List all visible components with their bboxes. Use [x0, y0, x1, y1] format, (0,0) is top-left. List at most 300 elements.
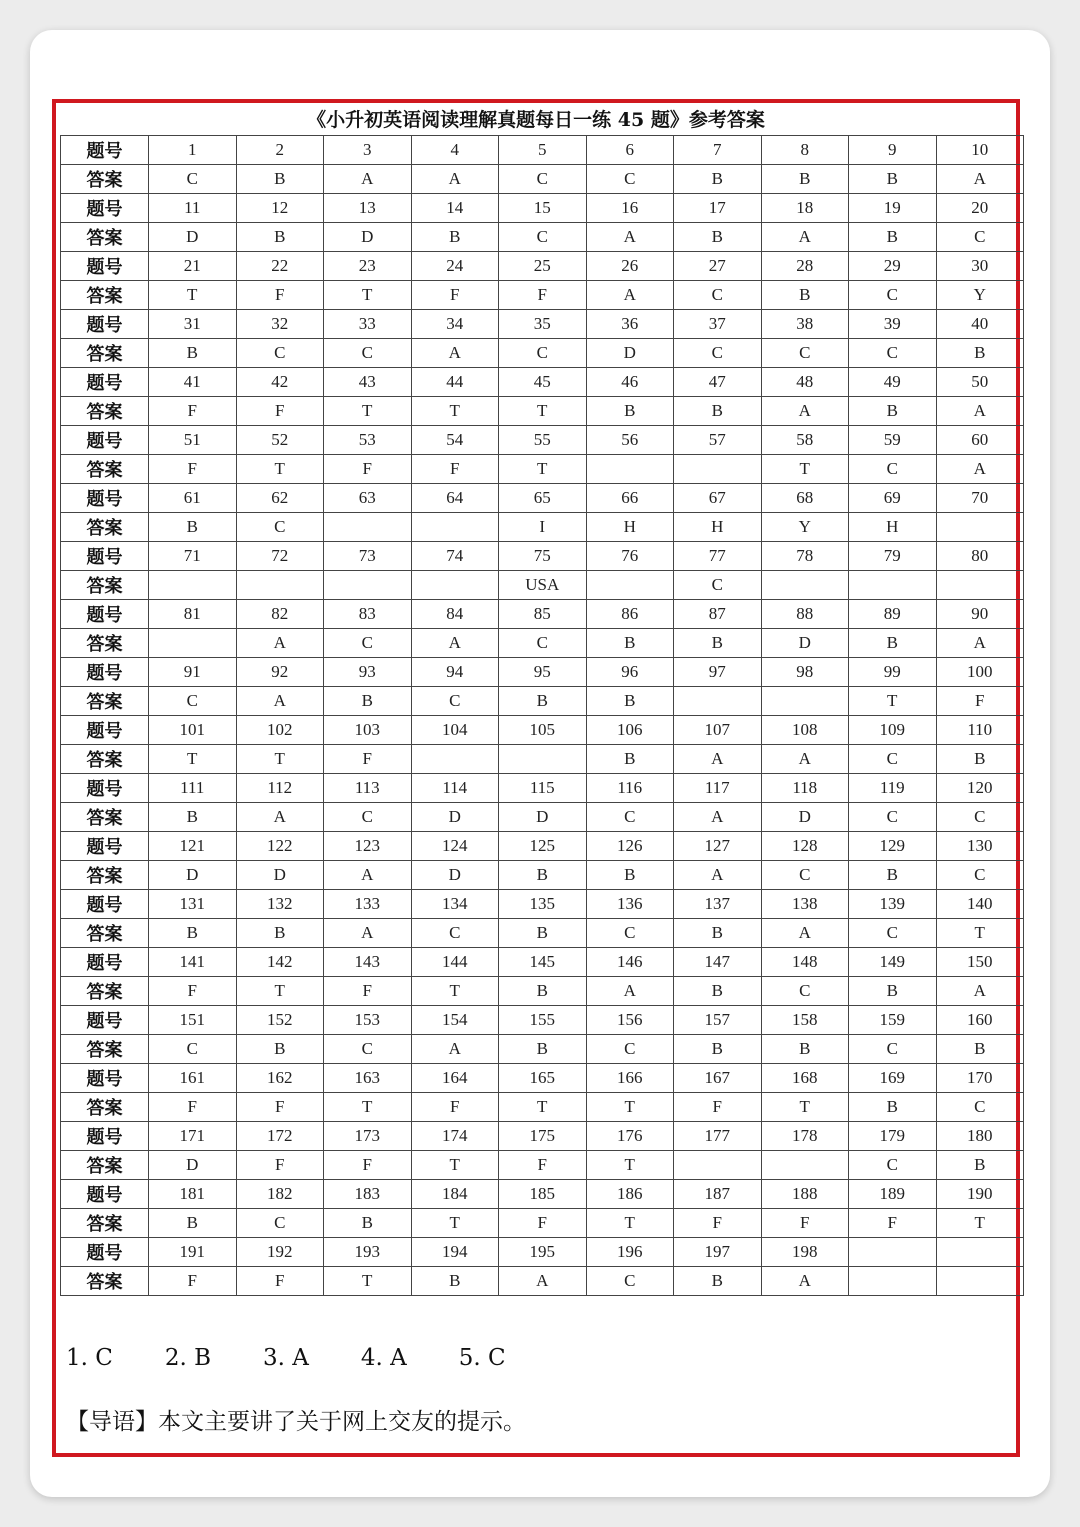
answer-cell: C: [849, 281, 937, 310]
question-number-cell: 9: [849, 136, 937, 165]
answer-row: [61, 339, 1024, 368]
question-number-cell: 25: [499, 252, 587, 281]
question-number-cell: 146: [586, 948, 674, 977]
question-number-cell: 120: [936, 774, 1024, 803]
question-number-cell: 7: [674, 136, 762, 165]
question-number-cell: 133: [324, 890, 412, 919]
answer-cell: F: [236, 1151, 324, 1180]
question-number-cell: 78: [761, 542, 849, 571]
question-number-cell: 149: [849, 948, 937, 977]
answer-cell: F: [499, 281, 587, 310]
question-number-cell: 100: [936, 658, 1024, 687]
question-number-cell: 33: [324, 310, 412, 339]
answer-cell: D: [149, 861, 237, 890]
answer-cell: [674, 455, 762, 484]
answer-cell: A: [236, 629, 324, 658]
question-number-row: [61, 136, 1024, 165]
answer-cell: [324, 571, 412, 600]
answer-cell: C: [761, 977, 849, 1006]
answer-cell: T: [849, 687, 937, 716]
row-label: 题号: [61, 890, 149, 919]
answer-cell: D: [411, 861, 499, 890]
answer-cell: [849, 571, 937, 600]
answer-cell: B: [499, 977, 587, 1006]
question-number-cell: 16: [586, 194, 674, 223]
answer-cell: H: [674, 513, 762, 542]
question-number-cell: 31: [149, 310, 237, 339]
row-label: 答案: [61, 861, 149, 890]
answer-cell: F: [411, 281, 499, 310]
question-number-cell: 35: [499, 310, 587, 339]
question-number-cell: 197: [674, 1238, 762, 1267]
answer-cell: H: [586, 513, 674, 542]
question-number-cell: 64: [411, 484, 499, 513]
question-number-cell: 101: [149, 716, 237, 745]
answer-cell: F: [761, 1209, 849, 1238]
question-number-cell: 137: [674, 890, 762, 919]
answer-cell: C: [936, 223, 1024, 252]
row-label: 答案: [61, 1267, 149, 1296]
question-number-cell: 29: [849, 252, 937, 281]
answer-cell: C: [499, 165, 587, 194]
answer-cell: T: [586, 1093, 674, 1122]
row-label: 题号: [61, 1122, 149, 1151]
answer-cell: D: [586, 339, 674, 368]
question-number-cell: 90: [936, 600, 1024, 629]
answer-cell: T: [411, 1209, 499, 1238]
row-label: 题号: [61, 832, 149, 861]
answer-cell: C: [499, 339, 587, 368]
answer-cell: B: [499, 861, 587, 890]
row-label: 答案: [61, 339, 149, 368]
question-number-cell: 131: [149, 890, 237, 919]
question-number-cell: 72: [236, 542, 324, 571]
question-number-row: [61, 948, 1024, 977]
answer-cell: D: [761, 803, 849, 832]
answer-cell: D: [324, 223, 412, 252]
question-number-cell: 11: [149, 194, 237, 223]
answer-row: [61, 1267, 1024, 1296]
question-number-cell: 136: [586, 890, 674, 919]
question-number-cell: 76: [586, 542, 674, 571]
question-number-cell: 97: [674, 658, 762, 687]
row-label: 题号: [61, 1006, 149, 1035]
question-number-cell: 178: [761, 1122, 849, 1151]
question-number-cell: 48: [761, 368, 849, 397]
row-label: 答案: [61, 397, 149, 426]
question-number-cell: 92: [236, 658, 324, 687]
question-number-cell: 160: [936, 1006, 1024, 1035]
question-number-cell: 95: [499, 658, 587, 687]
row-label: 题号: [61, 658, 149, 687]
answer-row: [61, 919, 1024, 948]
answer-cell: C: [674, 339, 762, 368]
answer-cell: C: [849, 745, 937, 774]
question-number-cell: 166: [586, 1064, 674, 1093]
question-number-row: [61, 774, 1024, 803]
row-label: 答案: [61, 165, 149, 194]
row-label: 答案: [61, 1209, 149, 1238]
question-number-row: [61, 716, 1024, 745]
answer-cell: F: [149, 1093, 237, 1122]
answer-cell: [761, 571, 849, 600]
question-number-cell: 103: [324, 716, 412, 745]
answer-cell: F: [149, 455, 237, 484]
question-number-cell: 88: [761, 600, 849, 629]
question-number-cell: 24: [411, 252, 499, 281]
question-number-cell: 66: [586, 484, 674, 513]
question-number-cell: 3: [324, 136, 412, 165]
question-number-cell: 180: [936, 1122, 1024, 1151]
answer-cell: B: [674, 165, 762, 194]
question-number-row: [61, 194, 1024, 223]
question-number-cell: 159: [849, 1006, 937, 1035]
question-number-cell: 44: [411, 368, 499, 397]
question-number-row: [61, 542, 1024, 571]
question-number-cell: 140: [936, 890, 1024, 919]
answer-cell: B: [849, 1093, 937, 1122]
answer-cell: A: [761, 397, 849, 426]
question-number-cell: 94: [411, 658, 499, 687]
question-number-cell: 107: [674, 716, 762, 745]
question-number-cell: 12: [236, 194, 324, 223]
question-number-cell: 32: [236, 310, 324, 339]
question-number-cell: 34: [411, 310, 499, 339]
question-number-cell: 173: [324, 1122, 412, 1151]
answer-cell: C: [324, 339, 412, 368]
answer-cell: F: [236, 1093, 324, 1122]
answer-cell: B: [674, 1267, 762, 1296]
question-number-cell: 154: [411, 1006, 499, 1035]
answer-table-body: [61, 136, 1024, 1296]
row-label: 题号: [61, 252, 149, 281]
answer-cell: [674, 1151, 762, 1180]
row-label: 题号: [61, 194, 149, 223]
question-number-cell: 175: [499, 1122, 587, 1151]
answer-row: [61, 977, 1024, 1006]
answer-cell: B: [674, 977, 762, 1006]
question-number-cell: 45: [499, 368, 587, 397]
answer-cell: F: [936, 687, 1024, 716]
answer-cell: T: [761, 455, 849, 484]
question-number-cell: 191: [149, 1238, 237, 1267]
question-number-cell: 141: [149, 948, 237, 977]
answer-cell: A: [586, 223, 674, 252]
question-number-cell: 83: [324, 600, 412, 629]
question-number-cell: 38: [761, 310, 849, 339]
answer-cell: D: [236, 861, 324, 890]
question-number-cell: 110: [936, 716, 1024, 745]
question-number-cell: 116: [586, 774, 674, 803]
question-number-cell: 132: [236, 890, 324, 919]
answer-cell: C: [149, 687, 237, 716]
answer-cell: [149, 629, 237, 658]
answer-cell: A: [674, 803, 762, 832]
answer-cell: B: [149, 1209, 237, 1238]
answer-cell: B: [849, 397, 937, 426]
answer-cell: D: [149, 223, 237, 252]
answer-cell: B: [674, 223, 762, 252]
answer-cell: B: [586, 687, 674, 716]
answer-cell: C: [849, 339, 937, 368]
question-number-cell: 184: [411, 1180, 499, 1209]
question-number-cell: 142: [236, 948, 324, 977]
question-number-cell: 47: [674, 368, 762, 397]
question-number-cell: 39: [849, 310, 937, 339]
question-number-cell: 105: [499, 716, 587, 745]
answer-cell: B: [761, 1035, 849, 1064]
question-number-cell: 21: [149, 252, 237, 281]
question-number-cell: 165: [499, 1064, 587, 1093]
question-number-cell: 96: [586, 658, 674, 687]
answer-cell: F: [149, 1267, 237, 1296]
answer-cell: F: [324, 1151, 412, 1180]
answer-cell: C: [936, 1093, 1024, 1122]
answer-cell: B: [586, 745, 674, 774]
answer-cell: T: [499, 397, 587, 426]
question-number-cell: 182: [236, 1180, 324, 1209]
answer-cell: B: [149, 919, 237, 948]
question-number-cell: 151: [149, 1006, 237, 1035]
question-number-cell: 196: [586, 1238, 674, 1267]
question-number-cell: 172: [236, 1122, 324, 1151]
question-number-cell: 104: [411, 716, 499, 745]
question-number-row: [61, 252, 1024, 281]
question-number-cell: 115: [499, 774, 587, 803]
answer-cell: A: [936, 397, 1024, 426]
row-label: 题号: [61, 716, 149, 745]
answer-cell: C: [411, 919, 499, 948]
answer-row: [61, 629, 1024, 658]
question-number-cell: 91: [149, 658, 237, 687]
question-number-cell: 56: [586, 426, 674, 455]
answer-cell: C: [499, 629, 587, 658]
row-label: 题号: [61, 542, 149, 571]
answer-cell: A: [586, 281, 674, 310]
answer-cell: B: [849, 165, 937, 194]
question-number-cell: 40: [936, 310, 1024, 339]
answer-cell: T: [411, 977, 499, 1006]
row-label: 题号: [61, 948, 149, 977]
question-number-cell: 57: [674, 426, 762, 455]
answer-cell: [411, 571, 499, 600]
question-number-cell: 121: [149, 832, 237, 861]
answer-cell: F: [849, 1209, 937, 1238]
answer-cell: B: [849, 223, 937, 252]
question-number-cell: 157: [674, 1006, 762, 1035]
question-number-cell: 187: [674, 1180, 762, 1209]
answer-cell: T: [236, 977, 324, 1006]
answer-cell: F: [149, 977, 237, 1006]
question-number-cell: 74: [411, 542, 499, 571]
answer-cell: C: [761, 861, 849, 890]
answer-cell: B: [411, 223, 499, 252]
answer-cell: T: [149, 745, 237, 774]
question-number-cell: 179: [849, 1122, 937, 1151]
answer-cell: [411, 745, 499, 774]
question-number-cell: 128: [761, 832, 849, 861]
answer-cell: C: [324, 629, 412, 658]
question-number-row: [61, 658, 1024, 687]
row-label: 答案: [61, 223, 149, 252]
answer-cell: A: [236, 803, 324, 832]
answer-row: [61, 803, 1024, 832]
intro-text: 【导语】本文主要讲了关于网上交友的提示。: [66, 1409, 526, 1435]
document-title: 《小升初英语阅读理解真题每日一练 45 题》参考答案: [307, 109, 765, 131]
answer-cell: [674, 687, 762, 716]
question-number-cell: 129: [849, 832, 937, 861]
answer-cell: [936, 1267, 1024, 1296]
question-number-cell: 102: [236, 716, 324, 745]
answer-cell: B: [236, 919, 324, 948]
question-number-row: [61, 832, 1024, 861]
question-number-row: [61, 890, 1024, 919]
answer-cell: [324, 513, 412, 542]
answer-cell: A: [586, 977, 674, 1006]
row-label: 题号: [61, 774, 149, 803]
answer-cell: [499, 745, 587, 774]
question-number-cell: 42: [236, 368, 324, 397]
question-number-cell: 164: [411, 1064, 499, 1093]
answer-row: [61, 455, 1024, 484]
question-number-cell: 43: [324, 368, 412, 397]
question-number-row: [61, 484, 1024, 513]
answer-cell: C: [936, 861, 1024, 890]
question-number-cell: 41: [149, 368, 237, 397]
question-number-cell: 36: [586, 310, 674, 339]
question-number-cell: 123: [324, 832, 412, 861]
question-number-cell: 2: [236, 136, 324, 165]
answer-cell: Y: [936, 281, 1024, 310]
answer-cell: A: [761, 919, 849, 948]
question-number-cell: 193: [324, 1238, 412, 1267]
answer-cell: Y: [761, 513, 849, 542]
answer-row: [61, 281, 1024, 310]
answer-cell: D: [411, 803, 499, 832]
question-number-cell: 114: [411, 774, 499, 803]
question-number-cell: 148: [761, 948, 849, 977]
question-number-cell: 71: [149, 542, 237, 571]
question-number-cell: 51: [149, 426, 237, 455]
question-number-row: [61, 368, 1024, 397]
answer-cell: C: [849, 1151, 937, 1180]
answer-cell: T: [236, 455, 324, 484]
question-number-row: [61, 310, 1024, 339]
row-label: 题号: [61, 368, 149, 397]
answer-cell: T: [499, 455, 587, 484]
answer-cell: A: [761, 223, 849, 252]
question-number-cell: 109: [849, 716, 937, 745]
answer-cell: F: [674, 1093, 762, 1122]
question-number-cell: 163: [324, 1064, 412, 1093]
row-label: 题号: [61, 600, 149, 629]
answer-cell: C: [586, 1035, 674, 1064]
answer-cell: [849, 1267, 937, 1296]
question-number-cell: 63: [324, 484, 412, 513]
answer-cell: B: [236, 223, 324, 252]
answer-table: [60, 135, 1024, 1296]
question-number-cell: 61: [149, 484, 237, 513]
answer-row: [61, 687, 1024, 716]
question-number-cell: 190: [936, 1180, 1024, 1209]
answer-cell: T: [499, 1093, 587, 1122]
answer-row: [61, 513, 1024, 542]
answer-cell: C: [236, 339, 324, 368]
question-number-cell: 52: [236, 426, 324, 455]
question-number-cell: 5: [499, 136, 587, 165]
question-number-cell: 93: [324, 658, 412, 687]
question-number-cell: 176: [586, 1122, 674, 1151]
row-label: 题号: [61, 1180, 149, 1209]
answer-cell: B: [761, 281, 849, 310]
question-number-cell: 138: [761, 890, 849, 919]
question-number-row: [61, 1180, 1024, 1209]
question-number-row: [61, 1238, 1024, 1267]
answer-cell: F: [324, 977, 412, 1006]
question-number-cell: 112: [236, 774, 324, 803]
question-number-cell: 147: [674, 948, 762, 977]
question-number-cell: 37: [674, 310, 762, 339]
answer-cell: [586, 571, 674, 600]
question-number-cell: 58: [761, 426, 849, 455]
question-number-cell: 49: [849, 368, 937, 397]
answer-row: [61, 1209, 1024, 1238]
question-number-cell: 4: [411, 136, 499, 165]
question-number-cell: 55: [499, 426, 587, 455]
answer-cell: C: [586, 1267, 674, 1296]
row-label: 答案: [61, 571, 149, 600]
question-number-cell: 46: [586, 368, 674, 397]
answer-cell: C: [849, 803, 937, 832]
answer-cell: A: [936, 977, 1024, 1006]
question-number-cell: 106: [586, 716, 674, 745]
question-number-cell: 10: [936, 136, 1024, 165]
answer-row: [61, 397, 1024, 426]
mcq-answer: 1. C: [66, 1345, 113, 1371]
question-number-cell: 145: [499, 948, 587, 977]
row-label: 题号: [61, 1238, 149, 1267]
question-number-cell: 108: [761, 716, 849, 745]
question-number-cell: 181: [149, 1180, 237, 1209]
answer-row: [61, 1035, 1024, 1064]
answer-cell: T: [936, 919, 1024, 948]
answer-cell: T: [586, 1151, 674, 1180]
question-number-cell: 162: [236, 1064, 324, 1093]
question-number-cell: 186: [586, 1180, 674, 1209]
question-number-cell: 152: [236, 1006, 324, 1035]
answer-cell: B: [674, 629, 762, 658]
answer-cell: [761, 687, 849, 716]
answer-cell: USA: [499, 571, 587, 600]
question-number-row: [61, 1006, 1024, 1035]
question-number-cell: 23: [324, 252, 412, 281]
question-number-cell: 168: [761, 1064, 849, 1093]
question-number-cell: 167: [674, 1064, 762, 1093]
answer-cell: B: [149, 513, 237, 542]
question-number-cell: 30: [936, 252, 1024, 281]
question-number-cell: 87: [674, 600, 762, 629]
row-label: 题号: [61, 426, 149, 455]
question-number-cell: 98: [761, 658, 849, 687]
question-number-cell: 20: [936, 194, 1024, 223]
answer-cell: C: [411, 687, 499, 716]
question-number-cell: 70: [936, 484, 1024, 513]
answer-cell: [936, 571, 1024, 600]
question-number-cell: 89: [849, 600, 937, 629]
question-number-cell: 117: [674, 774, 762, 803]
answer-cell: B: [324, 687, 412, 716]
question-number-cell: 79: [849, 542, 937, 571]
